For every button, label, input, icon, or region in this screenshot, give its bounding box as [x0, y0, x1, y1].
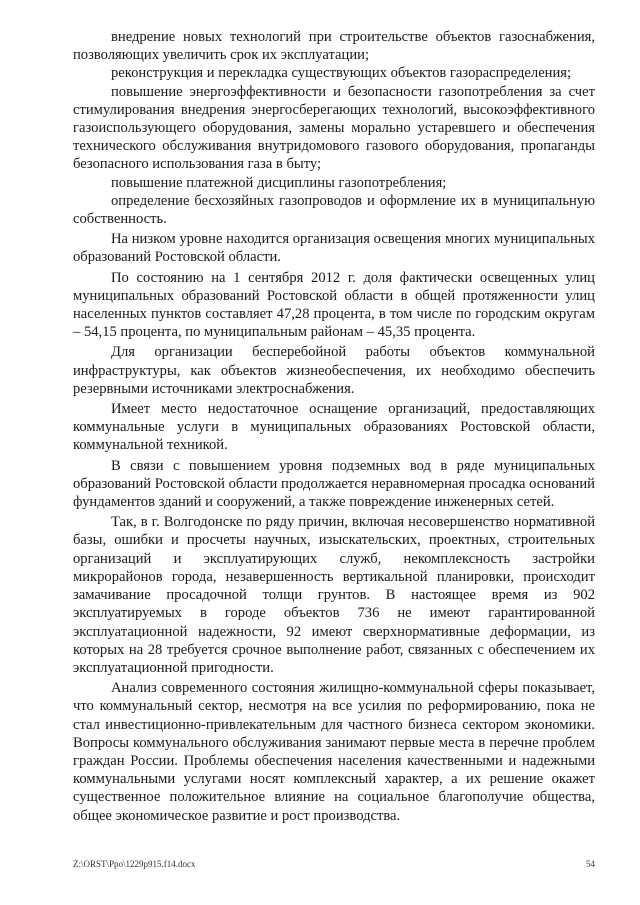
paragraph-gas-technologies: внедрение новых технологий при строительстве объектов газоснабжения, позволяющих увеличить срок их эксплуатации;: [73, 29, 595, 64]
paragraph-lighting-statistics: По состоянию на 1 сентября 2012 г. доля фактически освещенных улиц муниципальных образований Ростовской области в общей протяженности улиц населенных пунктов составляет 47,28 процента, в том числе по городским округам – 54,15 процента, по муниципальным районам – 45,35 процента.: [73, 269, 595, 341]
paragraph-groundwater: В связи с повышением уровня подземных вод в ряде муниципальных образований Ростовской области продолжается неравномерная просадка оснований фундаментов зданий и сооружений, а также повреждение инженерных сетей.: [73, 457, 595, 511]
paragraph-backup-power: Для организации бесперебойной работы объектов коммунальной инфраструктуры, как объектов жизнеобеспечения, их необходимо обеспечить резервными источниками электроснабжения.: [73, 344, 595, 397]
paragraph-payment-discipline: повышение платежной дисциплины газопотребления;: [111, 174, 447, 191]
paragraph-gas-reconstruction: реконструкция и перекладка существующих объектов газораспределения;: [111, 65, 572, 82]
file-path: Z:\ORST\Ppo\1229p915.f14.docx: [73, 859, 196, 869]
paragraph-housing-analysis: Анализ современного состояния жилищно-коммунальной сферы показывает, что коммунальный сектор, несмотря на все усилия по реформированию, пока не стал инвестиционно-привлекательным для частного бизнеса сектором экономики. Вопросы коммунального обслуживания занимают первые места в перечне проблем граждан России. Проблемы обеспечения населения качественными и надежными коммунальными услугами носят комплексный характер, а их решение окажет существенное положительное влияние на социальное благополучие общества, общее экономическое развитие и рост производства.: [73, 680, 595, 824]
paragraph-municipal-equipment: Имеет место недостаточное оснащение организаций, предоставляющих коммунальные услуги в муниципальных образованиях Ростовской области, коммунальной техникой.: [73, 401, 595, 454]
paragraph-ownerless-pipelines: определение бесхозяйных газопроводов и оформление их в муниципальную собственность.: [73, 192, 595, 228]
paragraph-gas-efficiency: повышение энергоэффективности и безопасности газопотребления за счет стимулирования внедрения энергосберегающих технологий, высокоэффективного газоиспользующего оборудования, замены морально устаревшего и обеспечения технического обслуживания внутридомового газового оборудования, пропаганды безопасного использования газа в быту;: [73, 83, 595, 173]
document-body: [73, 28, 595, 825]
paragraph-volgodonsk: Так, в г. Волгодонске по ряду причин, включая несовершенство нормативной базы, ошибки и просчеты научных, изыскательских, проектных, строительных организаций и эксплуатирующих служб, некомплексность застройки микрорайонов города, незавершенность вертикальной планировки, происходит замачивание просадочной толщи грунтов. В настоящее время из 902 эксплуатируемых в городе объектов 736 не имеют гарантированной эксплуатационной надежности, 92 имеют сверхнормативные деформации, из которых на 28 требуется срочное выполнение работ, связанных с обеспечением их эксплуатационной пригодности.: [73, 514, 595, 676]
page-number: 54: [586, 859, 595, 869]
paragraph-street-lighting: На низком уровне находится организация освещения многих муниципальных образований Ростовской области.: [73, 231, 595, 266]
